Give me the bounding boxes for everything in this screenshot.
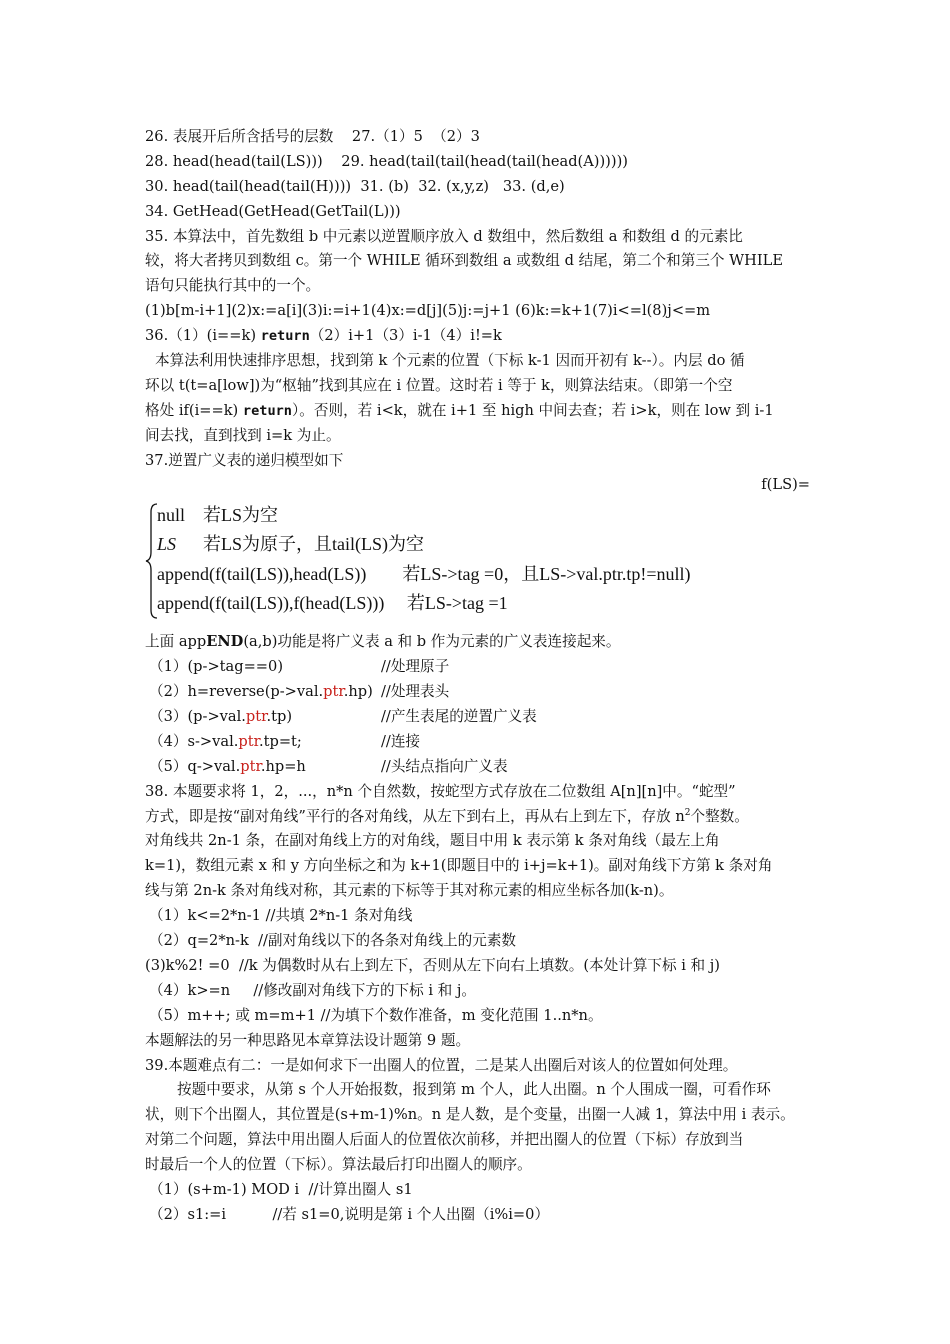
answer-38-line3: 对角线共 2n-1 条，在副对角线上方的对角线，题目中用 k 表示第 k 条对角线（最左上角 xyxy=(145,832,720,850)
answer-35-line2: 较，将大者拷贝到数组 c。第一个 WHILE 循环到数组 a 或数组 d 结尾，第二个和第三个 WHILE xyxy=(145,252,784,270)
answer-39-line3: 状，则下个出圈人，其位置是(s+m-1)%n。n 是人数，是个变量，出圈一人减 1，算法中用 i 表示。 xyxy=(145,1106,795,1124)
code xyxy=(149,730,381,755)
answer-26-27: 26. 表展开后所含括号的层数 27.（1）5 （2）3 xyxy=(145,128,480,145)
formula-case-tag1: append(f(tail(LS)),f(head(LS))) 若LS->tag =1 xyxy=(157,593,508,614)
answer-36-explain-2: 环以 t(t=a[low])为“枢轴”找到其应在 i 位置。这时若 i 等于 k，则算法结束。（即第一个空 xyxy=(145,376,733,394)
answer-39-line2: 按题中要求，从第 s 个人开始报数，报到第 m 个人，此人出圈。n 个人围成一圈，可看作环 xyxy=(177,1081,771,1099)
answer-39-blank-2: （2）s1:=i //若 s1=0,说明是第 i 个人出圈（i%i=0） xyxy=(149,1205,550,1223)
code-comment: //头结点指向广义表 xyxy=(381,757,508,775)
code xyxy=(149,755,381,780)
answer-35-blanks: (1)b[m-i+1](2)x:=a[i](3)i:=i+1(4)x:=d[j](5)j:=j+1 (6)k:=k+1(7)i<=l(8)j<=m xyxy=(145,302,711,320)
answer-36-explain-1: 本算法利用快速排序思想，找到第 k 个元素的位置（下标 k-1 因而开初有 k--）。内层 do 循 xyxy=(155,352,745,370)
answer-38-line2 xyxy=(145,805,810,830)
code-highlight: ptr xyxy=(240,757,261,775)
answer-38-note: 本题解法的另一种思路见本章算法设计题第 9 题。 xyxy=(145,1031,471,1049)
answer-39-line1: 39.本题难点有二：一是如何求下一出圈人的位置，二是某人出圈后对该人的位置如何处理。 xyxy=(145,1056,738,1074)
formula-lhs: f(LS)= xyxy=(761,476,810,494)
keyword-return: return xyxy=(242,402,292,419)
code-part: （3）(p->val. xyxy=(149,708,246,726)
code-part: （2）h=reverse(p->val. xyxy=(149,683,324,701)
code-line-4 xyxy=(145,730,810,755)
answer-38-line4: k=1)，数组元素 x 和 y 方向坐标之和为 k+1(即题目中的 i+j=k+1)。副对角线下方第 k 条对角 xyxy=(145,857,773,875)
code-highlight: ptr xyxy=(238,732,259,750)
answer-39-line4: 对第二个问题，算法中用出圈人后面人的位置依次前移，并把出圈人的位置（下标）存放到当 xyxy=(145,1131,744,1149)
code-line-5 xyxy=(145,755,810,780)
keyword-return: return xyxy=(260,328,310,345)
explain-text: 格处 if(i==k) xyxy=(145,401,243,419)
append-text-rest: (a,b)功能是将广义表 a 和 b 作为元素的广义表连接起来。 xyxy=(243,633,621,651)
code: （1）(p->tag==0) xyxy=(149,658,284,676)
text: 方式，即是按“副对角线”平行的各对角线，从左下到右上，再从右上到左下，存放 n xyxy=(145,807,685,825)
append-explanation xyxy=(145,630,810,655)
answer-39-blank-1: （1）(s+m-1) MOD i //计算出圈人 s1 xyxy=(149,1180,413,1198)
append-text: 上面 app xyxy=(145,633,207,651)
superscript: 2 xyxy=(684,807,691,818)
code-part: （4）s->val. xyxy=(149,732,239,750)
answer-38-blank-3: (3)k%2! =0 //k 为偶数时从右上到左下，否则从左下向右上填数。(本处计算下标 i 和 j) xyxy=(145,956,720,974)
code-comment: //连接 xyxy=(381,732,421,750)
answer-38-line5: 线与第 2n-k 条对角线对称，其元素的下标等于其对称元素的相应坐标各加(k-n)。 xyxy=(145,882,674,900)
formula-case-tag0: append(f(tail(LS)),head(LS)) 若LS->tag =0，且LS->val.ptr.tp!=null) xyxy=(157,564,691,585)
formula-ls: LS xyxy=(157,534,177,555)
formula-case-atom xyxy=(157,533,424,555)
code-part: .tp=t; xyxy=(258,732,302,750)
answer-36-text: 36.（1）(i==k) xyxy=(145,327,261,345)
answer-38-blank-5: （5）m++; 或 m=m+1 //为填下个数作准备，m 变化范围 1..n*n。 xyxy=(149,1006,603,1024)
answer-38-blank-4: （4）k>=n //修改副对角线下方的下标 i 和 j。 xyxy=(149,981,477,999)
code xyxy=(149,705,381,730)
answer-39-line5: 时最后一个人的位置（下标）。算法最后打印出圈人的顺序。 xyxy=(145,1156,532,1174)
code-part: .hp=h xyxy=(260,757,306,775)
code-highlight: ptr xyxy=(245,708,267,726)
explain-text-rest: ）。否则，若 i<k，就在 i+1 至 high 中间去查；若 i>k，则在 low 到 i-1 xyxy=(292,401,774,419)
recursive-model-formula xyxy=(145,500,810,624)
answer-36-text-rest: （2）i+1（3）i-1（4）i!=k xyxy=(309,327,502,345)
code-line-1 xyxy=(145,655,810,680)
answer-38-line1: 38. 本题要求将 1，2，...，n*n 个自然数，按蛇型方式存放在二位数组 A[n][n]中。“蛇型” xyxy=(145,782,736,800)
answer-30-33: 30. head(tail(head(tail(H)))) 31. (b) 32. (x,y,z) 33. (d,e) xyxy=(145,177,565,195)
answer-36-explain-3 xyxy=(145,399,810,424)
code-part: （5）q->val. xyxy=(149,757,241,775)
answer-34: 34. GetHead(GetHead(GetTail(L))) xyxy=(145,202,401,220)
code-highlight: ptr xyxy=(323,683,344,701)
text: 个整数。 xyxy=(690,807,749,825)
document-page xyxy=(145,125,810,1228)
code-comment: //产生表尾的逆置广义表 xyxy=(381,708,537,726)
code-part: .hp) xyxy=(343,683,373,701)
formula-case-null: null 若LS为空 xyxy=(157,505,279,526)
code-comment: //处理原子 xyxy=(381,658,450,676)
answer-38-blank-2: （2）q=2*n-k //副对角线以下的各条对角线上的元素数 xyxy=(149,932,517,950)
answer-35-line1: 35. 本算法中，首先数组 b 中元素以逆置顺序放入 d 数组中，然后数组 a 和数组 d 的元素比 xyxy=(145,227,743,245)
answer-28-29: 28. head(head(tail(LS))) 29. head(tail(tail(head(tail(head(A)))))) xyxy=(145,152,628,170)
answer-38-blank-1: （1）k<=2*n-1 //共填 2*n-1 条对角线 xyxy=(149,907,413,925)
append-keyword: END xyxy=(206,633,244,651)
code-line-3 xyxy=(145,705,810,730)
answer-35-line3: 语句只能执行其中的一个。 xyxy=(145,277,321,295)
answer-37-heading: 37.逆置广义表的递归模型如下 xyxy=(145,451,344,469)
code-line-2 xyxy=(145,680,810,705)
answer-36-explain-4: 间去找，直到找到 i=k 为止。 xyxy=(145,426,341,444)
answer-36-blanks xyxy=(145,324,810,349)
code xyxy=(149,680,381,705)
code-comment: //处理表头 xyxy=(381,683,450,701)
formula-atom-cond: 若LS为原子，且tail(LS)为空 xyxy=(176,534,425,555)
code-part: .tp) xyxy=(266,708,293,726)
